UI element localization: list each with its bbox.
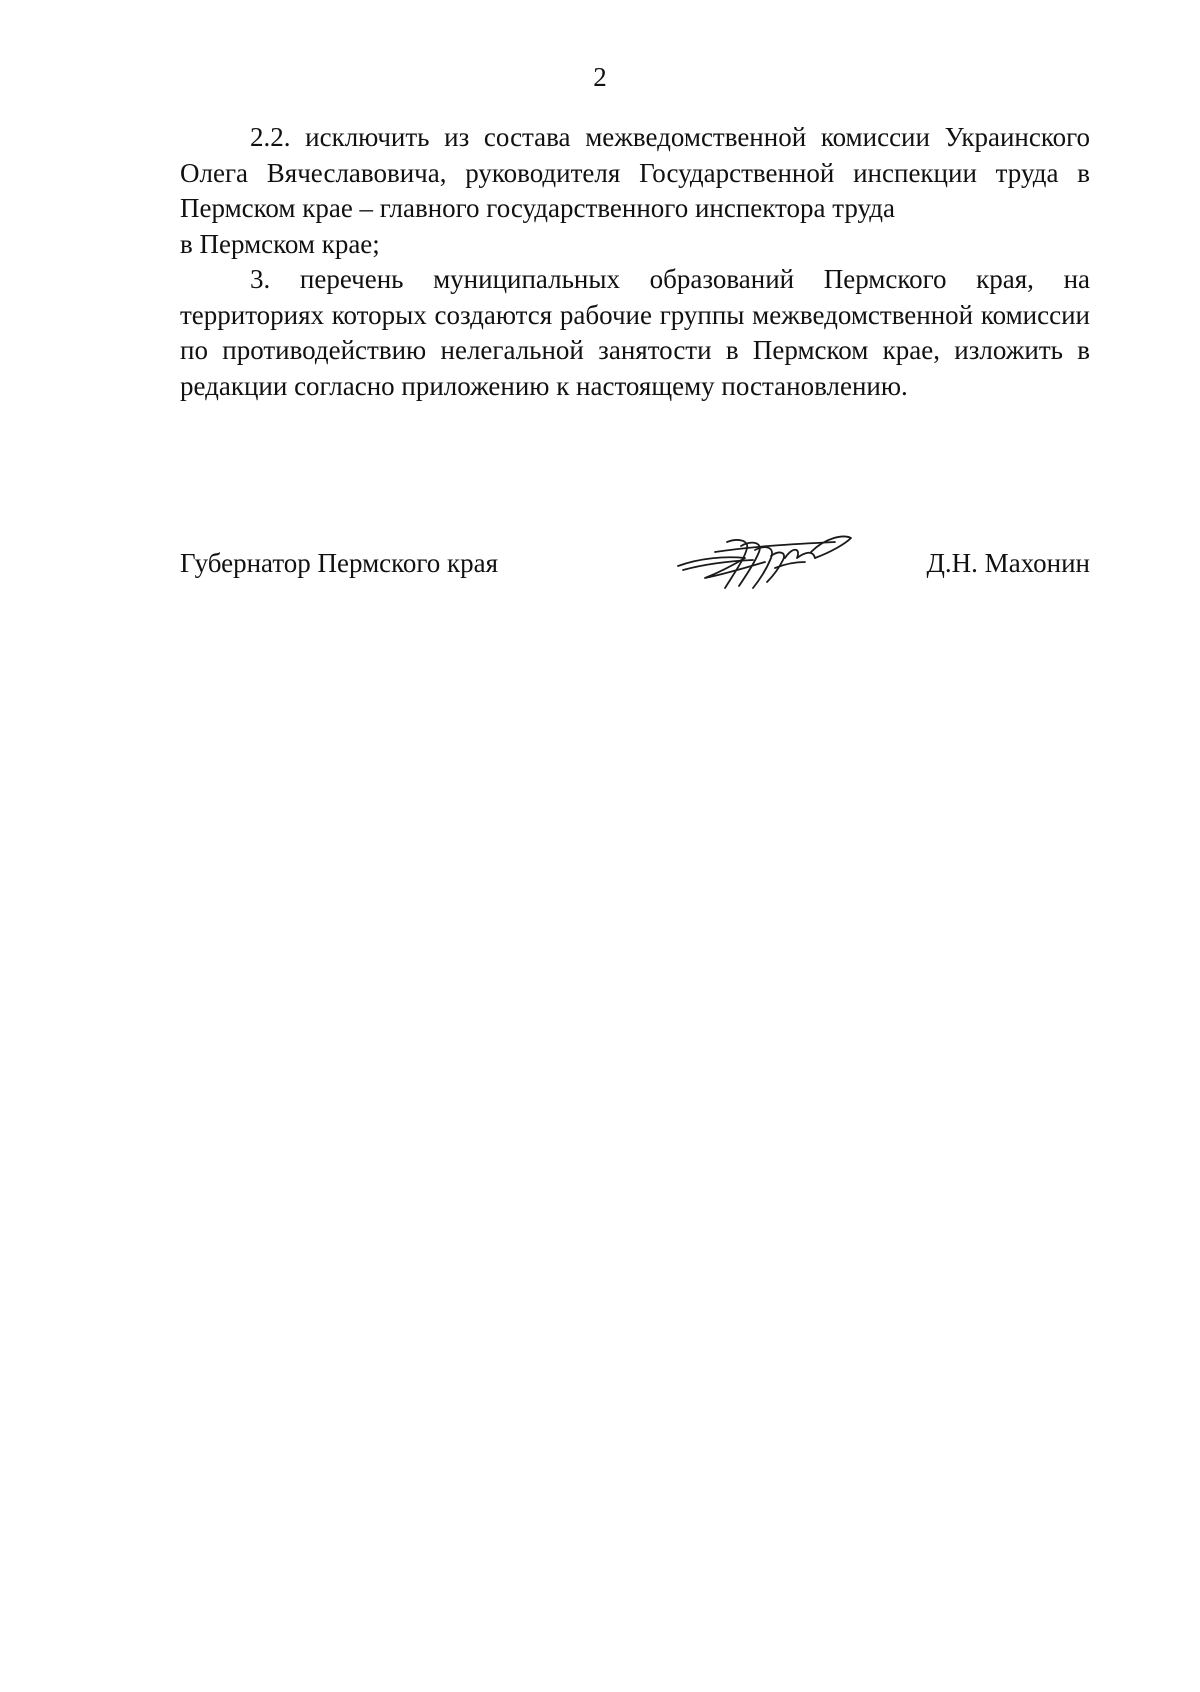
paragraph-2-2-text: 2.2. исключить из состава межведомственной комиссии Украинского Олега Вячеславовича, руководителя Государственной инспекции труда в Пермском крае – главного государственного инспектора труда — [180, 122, 1090, 223]
document-body — [180, 120, 1090, 404]
paragraph-2-2 — [180, 120, 1090, 262]
paragraph-3 — [180, 262, 1090, 404]
signatory-position: Губернатор Пермского края — [180, 548, 499, 578]
handwritten-signature-icon — [675, 528, 855, 598]
page-number: 2 — [593, 62, 607, 92]
paragraph-2-2-tail: в Пермском крае; — [180, 228, 380, 259]
signature-block — [180, 540, 1090, 600]
signatory-name: Д.Н. Махонин — [926, 548, 1090, 578]
paragraph-3-text: 3. перечень муниципальных образований Пермского края, на территориях которых создаются рабочие группы межведомственной комиссии по противодействию нелегальной занятости в Пермском крае, изложить в редакции согласно приложению к настоящему постановлению. — [180, 264, 1090, 401]
